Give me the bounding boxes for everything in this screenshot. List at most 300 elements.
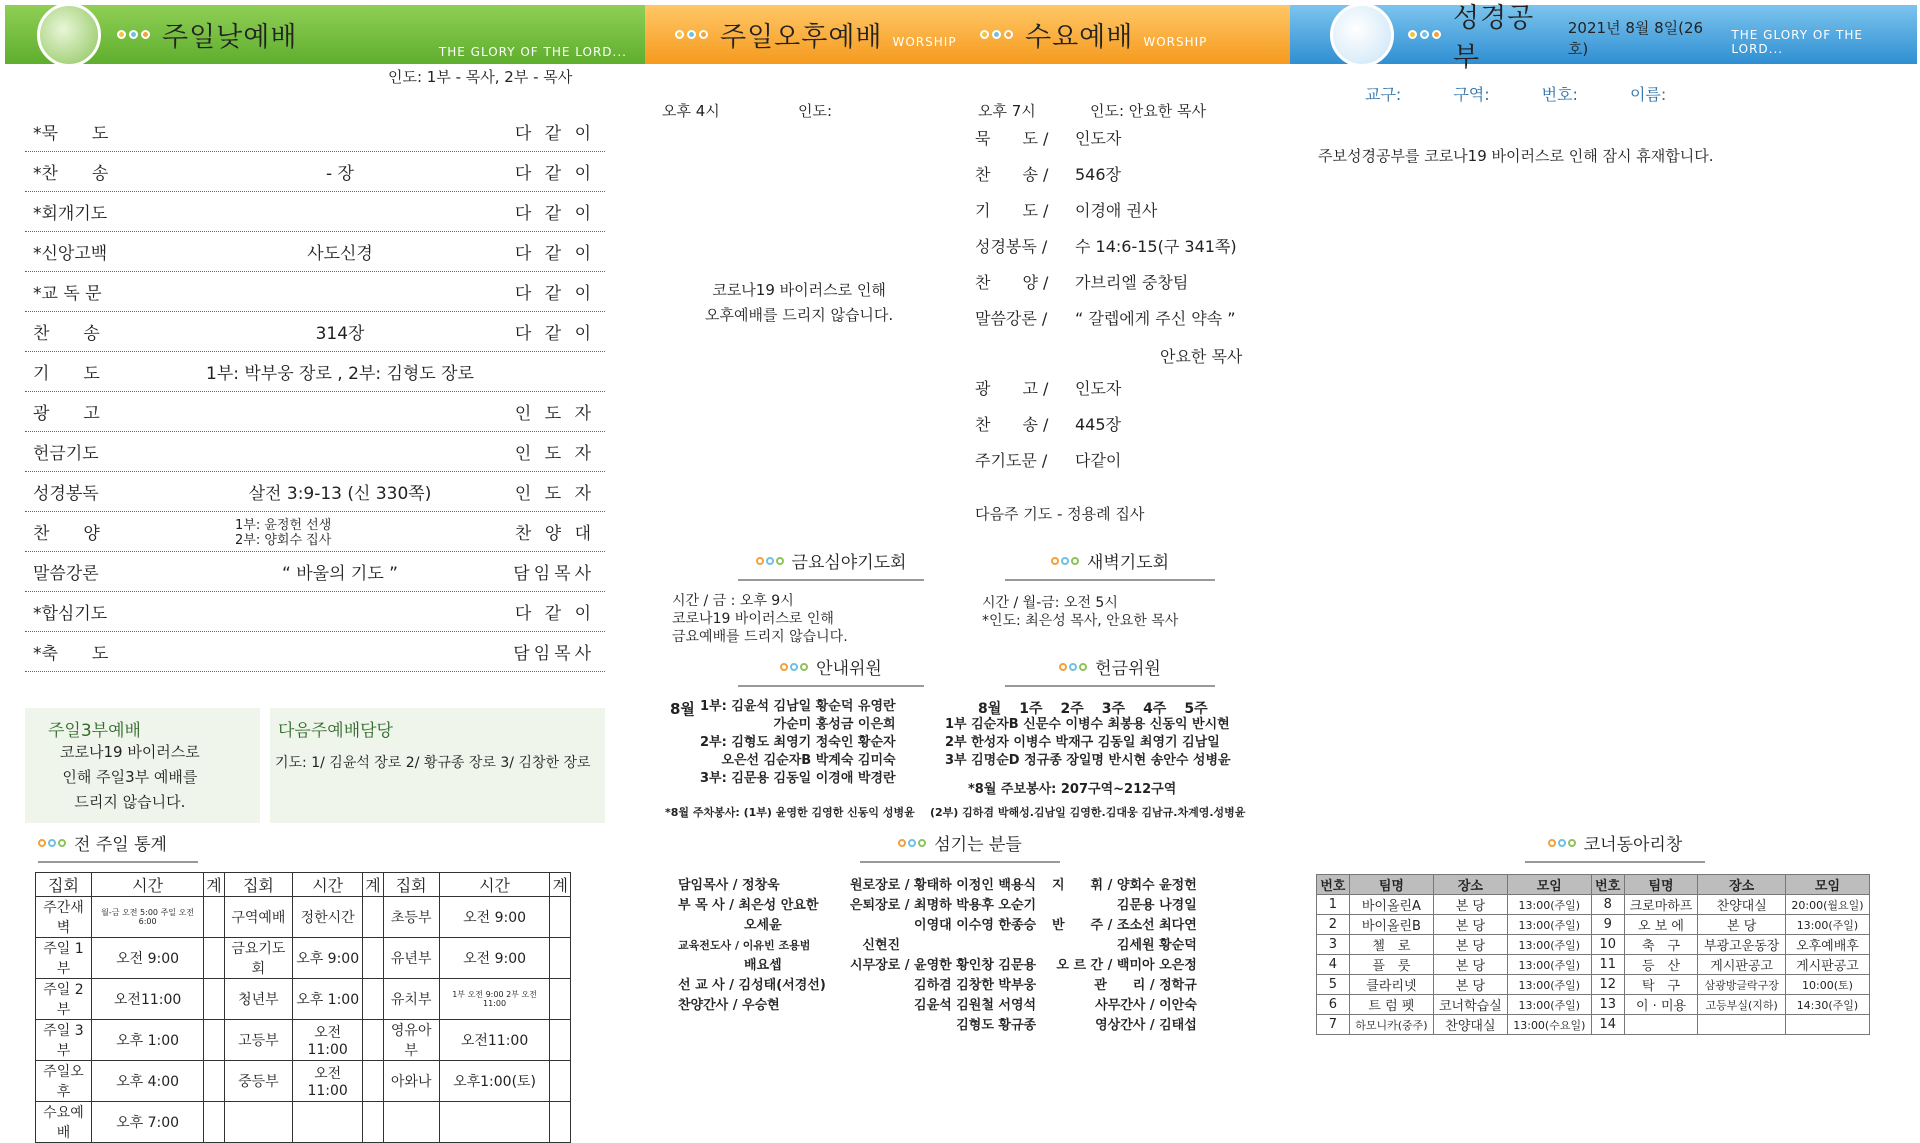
field-parish: 교구:	[1365, 85, 1402, 104]
order-row	[25, 152, 605, 192]
stats-cell: 유치부	[383, 979, 439, 1020]
club-cell: 13:00(주일)	[1507, 935, 1591, 955]
friday-line-1: 시간 / 금 : 오후 9시	[672, 593, 794, 609]
club-cell	[1698, 1015, 1785, 1035]
order-row	[25, 472, 605, 512]
stats-row	[36, 979, 571, 1020]
dawn-line-2: *인도: 최은성 목사, 안요한 목사	[982, 613, 1179, 629]
order-leader: 찬 양 대	[514, 524, 595, 544]
servant-line: 원로장로 / 황태하 이정인 백용식	[850, 878, 1037, 893]
club-cell: 4	[1317, 955, 1350, 975]
stats-cell: 금요기도회	[224, 938, 292, 979]
club-cell: 본 당	[1434, 895, 1508, 915]
clubs-head-cell: 장소	[1698, 875, 1785, 895]
ushers-title: 안내위원	[738, 654, 924, 687]
order-row	[25, 432, 605, 472]
clubs-head-cell: 번호	[1317, 875, 1350, 895]
friday-line-3: 금요예배를 드리지 않습니다.	[672, 629, 848, 645]
stats-cell	[383, 1102, 439, 1143]
dawn-title: 새벽기도회	[1005, 548, 1215, 581]
stats-cell	[204, 979, 224, 1020]
stats-cell: 중등부	[224, 1061, 292, 1102]
order-leader: 다 같 이	[514, 164, 595, 184]
dots-icon	[1059, 663, 1087, 671]
clubs-head-cell: 팀명	[1624, 875, 1698, 895]
study-fields	[1365, 82, 1666, 105]
stats-cell: 오후 1:00	[91, 1020, 203, 1061]
wed-value: 수 14:6-15(구 341쪽)	[1075, 237, 1237, 256]
club-cell	[1624, 1015, 1698, 1035]
stats-cell: 오전11:00	[293, 1020, 363, 1061]
stats-cell: 오전 9:00	[439, 897, 550, 938]
dawn-line-1: 시간 / 월-금: 오전 5시	[982, 595, 1118, 611]
order-label: *찬 송	[33, 164, 109, 184]
dots-icon	[117, 30, 150, 39]
club-row	[1317, 895, 1870, 915]
wed-row	[975, 270, 1188, 293]
stats-cell	[363, 1020, 383, 1061]
dots-icon	[1051, 557, 1079, 565]
stats-cell	[204, 1020, 224, 1061]
wed-time: 오후 7시	[978, 102, 1036, 120]
servant-line: 오 르 간 / 백미아 오은정	[1056, 958, 1197, 973]
header-date: 2021년 8월 8일(26호)	[1567, 18, 1704, 58]
club-cell: 8	[1591, 895, 1624, 915]
wed-leader: 인도: 안요한 목사	[1090, 102, 1207, 120]
stats-cell: 수요예배	[36, 1102, 92, 1143]
order-detail: 살전 3:9-13 (신 330쪽)	[248, 484, 432, 504]
stats-cell: 주일 2부	[36, 979, 92, 1020]
stats-cell: 고등부	[224, 1020, 292, 1061]
stats-cell: 월-금 오전 5:00 주일 오전 6:00	[91, 897, 203, 938]
servant-line: 지 휘 / 양회수 윤정헌	[1052, 878, 1197, 893]
stats-head-cell: 시간	[439, 873, 550, 897]
club-cell: 삼광방글락구장	[1698, 975, 1785, 995]
servant-line: 선 교 사 / 김성태(서경선)	[678, 978, 826, 993]
stats-head-cell: 집회	[383, 873, 439, 897]
stats-cell	[550, 1020, 571, 1061]
order-detail: 1부: 박부웅 장로 , 2부: 김형도 장로	[206, 364, 474, 384]
header-sunday	[5, 5, 645, 64]
servant-line: 찬양간사 / 우승현	[678, 998, 780, 1013]
third-line-2: 인해 주일3부 예배를	[62, 768, 198, 786]
third-title: 주일3부예배	[48, 721, 141, 741]
order-row	[25, 192, 605, 232]
wed-value: 445장	[1075, 415, 1121, 434]
order-leader: 다 같 이	[514, 124, 595, 144]
stats-head-cell: 집회	[36, 873, 92, 897]
header-sub: WORSHIP	[892, 34, 957, 49]
stats-row	[36, 1061, 571, 1102]
order-label: *묵 도	[33, 124, 109, 144]
club-row	[1317, 995, 1870, 1015]
club-cell: 첼 로	[1349, 935, 1433, 955]
clubs-head-cell: 모임	[1507, 875, 1591, 895]
order-leader: 인 도 자	[514, 404, 595, 424]
order-label: *축 도	[33, 644, 109, 664]
order-leader: 다 같 이	[514, 324, 595, 344]
order-row	[25, 112, 605, 152]
study-notice: 주보성경공부를 코로나19 바이러스로 인해 잠시 휴재합니다.	[1318, 147, 1714, 165]
order-row	[25, 312, 605, 352]
wed-value: 인도자	[1075, 379, 1122, 398]
servant-line: 담임목사 / 정창욱	[678, 878, 780, 893]
order-leader: 다 같 이	[514, 604, 595, 624]
stats-cell: 유년부	[383, 938, 439, 979]
club-cell: 클라리넷	[1349, 975, 1433, 995]
stats-cell: 오전11:00	[293, 1061, 363, 1102]
club-cell: 3	[1317, 935, 1350, 955]
club-cell: 본 당	[1434, 915, 1508, 935]
servant-line: 김문용 나경일	[1116, 898, 1197, 913]
parking-2: (2부) 김하겸 박해성.김남일 김영한.김대웅 김남규.차계영.성병윤	[930, 806, 1246, 819]
club-cell: 13:00(수요일)	[1507, 1015, 1591, 1035]
stats-cell	[204, 938, 224, 979]
dots-icon	[38, 839, 66, 847]
stats-cell: 정한시간	[293, 897, 363, 938]
servant-line: 김형도 황규종	[956, 1018, 1037, 1033]
club-cell	[1785, 1015, 1869, 1035]
third-line-1: 코로나19 바이러스로	[60, 743, 200, 761]
club-row	[1317, 955, 1870, 975]
servant-line: 관 리 / 정학규	[1094, 978, 1197, 993]
dawn-text	[982, 594, 1178, 630]
club-cell: 14:30(주일)	[1785, 995, 1869, 1015]
header-title-wed: 수요예배	[1025, 22, 1134, 53]
club-cell: 9	[1591, 915, 1624, 935]
week-label: 5주	[1184, 701, 1208, 717]
wed-label: 성경봉독 /	[975, 237, 1048, 256]
stats-cell: 오전11:00	[439, 1020, 550, 1061]
order-leader: 다 같 이	[514, 244, 595, 264]
club-row	[1317, 975, 1870, 995]
servant-line: 김세원 황순덕	[1116, 938, 1197, 953]
choir-2: 2부: 양회수 집사	[235, 533, 332, 548]
club-cell: 2	[1317, 915, 1350, 935]
stats-cell	[550, 979, 571, 1020]
dots-icon	[756, 557, 784, 565]
order-leader: 다 같 이	[514, 204, 595, 224]
servant-line: 오세윤	[744, 918, 782, 933]
ushers-line: 1부: 김윤석 김남일 황순덕 유영란	[700, 699, 896, 714]
stats-cell	[224, 1102, 292, 1143]
stats-cell: 오후1:00(토)	[439, 1061, 550, 1102]
week-label: 4주	[1143, 701, 1167, 717]
dots-icon	[1548, 839, 1576, 847]
stats-title: 전 주일 통계	[38, 830, 198, 863]
stats-cell	[363, 1102, 383, 1143]
header-title: 주일오후예배	[720, 22, 883, 53]
club-cell: 6	[1317, 995, 1350, 1015]
club-cell: 13:00(주일)	[1507, 955, 1591, 975]
ushers-month: 8월	[670, 700, 695, 718]
stats-cell	[550, 897, 571, 938]
club-cell: 등 산	[1624, 955, 1698, 975]
club-cell: 고등부실(지하)	[1698, 995, 1785, 1015]
offering-line: 3부 김명순D 정규종 장일명 반시현 송안수 성병윤	[945, 753, 1231, 768]
club-cell: 13:00(주일)	[1507, 895, 1591, 915]
club-cell: 하모니카(중주)	[1349, 1015, 1433, 1035]
wed-row	[975, 448, 1121, 471]
clubs-title: 코너동아리창	[1525, 830, 1705, 863]
club-cell: 코너학습실	[1434, 995, 1508, 1015]
stats-cell	[293, 1102, 363, 1143]
servant-line: 신현진	[862, 938, 901, 953]
emblem-icon	[37, 3, 101, 67]
week-label: 1주	[1019, 701, 1043, 717]
dots-icon	[780, 663, 808, 671]
order-detail: - 장	[326, 164, 354, 184]
order-label: 헌금기도	[33, 444, 99, 464]
wed-row	[975, 306, 1236, 329]
dots-icon	[1408, 30, 1441, 39]
order-row	[25, 272, 605, 312]
stats-row	[36, 938, 571, 979]
wed-speaker: 안요한 목사	[1160, 347, 1243, 366]
order-label: 광 고	[33, 404, 100, 424]
week-label: 2주	[1060, 701, 1084, 717]
order-label: 기 도	[33, 364, 100, 384]
afternoon-notice	[705, 278, 893, 328]
stats-cell	[204, 1061, 224, 1102]
servant-line: 영상간사 / 김태섭	[1095, 1018, 1197, 1033]
club-row	[1317, 935, 1870, 955]
order-detail: “ 바울의 기도 ”	[282, 564, 398, 584]
servants-col-1	[678, 876, 826, 1016]
ushers-line: 3부: 김문용 김동일 이경애 박경란	[700, 771, 896, 786]
servant-line: 반 주 / 조소선 최다연	[1052, 918, 1197, 933]
wed-value: 가브리엘 중창팀	[1075, 273, 1189, 292]
order-label: *교 독 문	[33, 284, 102, 304]
stats-row	[36, 1102, 571, 1143]
stats-head-cell: 계	[550, 873, 571, 897]
wed-row	[975, 412, 1121, 435]
club-cell: 13:00(주일)	[1507, 915, 1591, 935]
stats-cell: 오전11:00	[91, 979, 203, 1020]
stats-head-cell: 집회	[224, 873, 292, 897]
club-cell: 찬양대실	[1698, 895, 1785, 915]
servant-line: 배요셉	[744, 958, 782, 973]
offering-head	[978, 698, 1208, 718]
order-leader: 담임목사	[513, 644, 595, 664]
stats-cell: 구역예배	[224, 897, 292, 938]
wed-label: 기 도 /	[975, 201, 1049, 220]
header-title: 주일낮예배	[162, 22, 298, 53]
parking-1: *8월 주차봉사: (1부) 윤영한 김영한 신동익 성병윤	[665, 806, 915, 819]
stats-cell	[550, 1102, 571, 1143]
club-cell: 10:00(토)	[1785, 975, 1869, 995]
order-row	[25, 552, 605, 592]
club-cell: 13:00(주일)	[1785, 915, 1869, 935]
wed-label: 주기도문 /	[975, 451, 1048, 470]
wed-row	[975, 376, 1121, 399]
stats-cell	[363, 897, 383, 938]
clubs-head-cell: 팀명	[1349, 875, 1433, 895]
wed-label: 찬 송 /	[975, 415, 1049, 434]
stats-row	[36, 897, 571, 938]
servant-line: 교육전도사 / 이유빈 조용범	[678, 939, 811, 952]
club-cell: 5	[1317, 975, 1350, 995]
wed-value: 인도자	[1075, 129, 1122, 148]
next-text: 기도: 1/ 김윤석 장로 2/ 황규종 장로 3/ 김창한 장로	[275, 755, 591, 771]
club-cell: 오후예배후	[1785, 935, 1869, 955]
club-cell: 크로마하프	[1624, 895, 1698, 915]
wed-row	[975, 234, 1237, 257]
servant-line: 김하겸 김창한 박부웅	[914, 978, 1037, 993]
club-cell: 13:00(주일)	[1507, 995, 1591, 1015]
club-cell: 11	[1591, 955, 1624, 975]
club-cell: 본 당	[1434, 955, 1508, 975]
header-sub-wed: WORSHIP	[1143, 34, 1208, 49]
club-row	[1317, 915, 1870, 935]
next-title: 다음주예배담당	[278, 721, 393, 741]
club-cell: 14	[1591, 1015, 1624, 1035]
servants-title: 섬기는 분들	[860, 830, 1060, 863]
afternoon-time: 오후 4시	[662, 102, 720, 120]
field-district: 구역:	[1453, 85, 1490, 104]
club-cell: 본 당	[1434, 935, 1508, 955]
stats-cell: 오후 7:00	[91, 1102, 203, 1143]
club-cell: 축 구	[1624, 935, 1698, 955]
week-label: 3주	[1101, 701, 1126, 717]
order-label: 찬 양	[33, 524, 100, 544]
header-sub: THE GLORY OF THE LORD...	[1731, 27, 1863, 56]
stats-row	[36, 1020, 571, 1061]
afternoon-msg-1: 코로나19 바이러스로 인해	[712, 281, 886, 299]
wed-row	[975, 126, 1121, 149]
offering-list	[945, 716, 1231, 770]
club-cell: 본 당	[1698, 915, 1785, 935]
order-row	[25, 352, 605, 392]
wed-label: 찬 양 /	[975, 273, 1049, 292]
servants-col-2	[850, 876, 1036, 1036]
stats-cell: 주일오후	[36, 1061, 92, 1102]
stats-cell: 청년부	[224, 979, 292, 1020]
order-label: 성경봉독	[33, 484, 99, 504]
stats-cell: 주일 3부	[36, 1020, 92, 1061]
clubs-head-cell: 장소	[1434, 875, 1508, 895]
field-number: 번호:	[1541, 85, 1578, 104]
wed-label: 광 고 /	[975, 379, 1049, 398]
header-afternoon	[645, 5, 1290, 64]
stats-head-row	[36, 873, 571, 897]
choir-list	[235, 518, 331, 548]
stats-cell: 오후 1:00	[293, 979, 363, 1020]
field-name: 이름:	[1629, 85, 1667, 104]
club-cell: 탁 구	[1624, 975, 1698, 995]
club-cell: 이 · 미용	[1624, 995, 1698, 1015]
club-cell: 20:00(월요일)	[1785, 895, 1869, 915]
club-row	[1317, 1015, 1870, 1035]
wed-label: 찬 송 /	[975, 165, 1049, 184]
sunday-leader: 인도: 1부 - 목사, 2부 - 목사	[388, 68, 573, 86]
third-line-3: 드리지 않습니다.	[74, 793, 186, 811]
club-cell: 게시판공고	[1698, 955, 1785, 975]
club-cell: 13	[1591, 995, 1624, 1015]
stats-head-cell: 계	[204, 873, 224, 897]
order-row	[25, 592, 605, 632]
offering-service: *8월 주보봉사: 207구역~212구역	[968, 782, 1177, 797]
order-row	[25, 232, 605, 272]
choir-1: 1부: 윤정헌 선생	[235, 518, 332, 533]
stats-cell: 1부 오전 9:00 2부 오전 11:00	[439, 979, 550, 1020]
stats-cell: 초등부	[383, 897, 439, 938]
dots-icon	[675, 30, 708, 39]
clubs-head-cell: 모임	[1785, 875, 1869, 895]
club-cell: 부광고운동장	[1698, 935, 1785, 955]
wed-row	[975, 162, 1121, 185]
header-sub: THE GLORY OF THE LORD...	[438, 45, 627, 59]
stats-cell: 영유아부	[383, 1020, 439, 1061]
servant-line: 부 목 사 / 최은성 안요한	[678, 898, 819, 913]
friday-line-2: 코로나19 바이러스로 인해	[672, 611, 834, 627]
order-label: *회개기도	[33, 204, 108, 224]
wed-row	[975, 198, 1157, 221]
third-text	[60, 740, 200, 815]
order-detail: 314장	[315, 324, 365, 344]
header-study	[1290, 2, 1917, 73]
wed-next: 다음주 기도 - 정용례 집사	[975, 505, 1145, 523]
order-label: *합심기도	[33, 604, 108, 624]
stats-cell	[204, 897, 224, 938]
order-leader: 인 도 자	[514, 484, 595, 504]
servant-line: 이영대 이수영 한종승	[914, 918, 1037, 933]
servant-line: 사무간사 / 이안숙	[1095, 998, 1197, 1013]
club-cell: 트 럼 펫	[1349, 995, 1433, 1015]
club-cell: 본 당	[1434, 975, 1508, 995]
clubs-head-cell: 번호	[1591, 875, 1624, 895]
friday-title: 금요심야기도회	[738, 548, 924, 581]
stats-table	[35, 872, 571, 1143]
club-cell: 바이올린A	[1349, 895, 1433, 915]
afternoon-leader: 인도:	[798, 102, 833, 120]
stats-cell	[363, 938, 383, 979]
order-leader: 다 같 이	[514, 284, 595, 304]
clubs-table	[1316, 874, 1870, 1035]
clubs-head-row	[1317, 875, 1870, 895]
stats-cell: 주일 1부	[36, 938, 92, 979]
offering-line: 1부 김순자B 신문수 이병수 최봉용 신동익 반시현	[945, 717, 1230, 732]
club-cell: 찬양대실	[1434, 1015, 1508, 1035]
order-label: 찬 송	[33, 324, 100, 344]
offering-title: 헌금위원	[1005, 654, 1215, 687]
wed-value: “ 갈렙에게 주신 약속 ”	[1075, 309, 1236, 328]
stats-cell	[550, 938, 571, 979]
wed-value: 다같이	[1075, 451, 1122, 470]
stats-cell: 오후 4:00	[91, 1061, 203, 1102]
wed-value: 이경애 권사	[1075, 201, 1158, 220]
servant-line: 은퇴장로 / 최명하 박용후 오순기	[850, 898, 1037, 913]
offering-month: 8월	[978, 701, 1002, 717]
club-cell: 10	[1591, 935, 1624, 955]
order-row	[25, 632, 605, 672]
order-label: *신앙고백	[33, 244, 108, 264]
ushers-list	[700, 698, 896, 788]
servant-line: 김윤석 김원철 서영석	[914, 998, 1037, 1013]
wed-label: 말씀강론 /	[975, 309, 1048, 328]
stats-cell	[550, 1061, 571, 1102]
ushers-line: 가순미 홍성금 이은희	[773, 717, 896, 732]
order-row	[25, 392, 605, 432]
header-title: 성경공부	[1453, 2, 1535, 73]
dots-icon	[898, 839, 926, 847]
ushers-line: 2부: 김형도 최영기 정숙인 황순자	[700, 735, 896, 750]
club-cell: 7	[1317, 1015, 1350, 1035]
club-cell: 플 룻	[1349, 955, 1433, 975]
club-cell: 13:00(주일)	[1507, 975, 1591, 995]
stats-cell: 오전 9:00	[91, 938, 203, 979]
club-cell: 오 보 에	[1624, 915, 1698, 935]
